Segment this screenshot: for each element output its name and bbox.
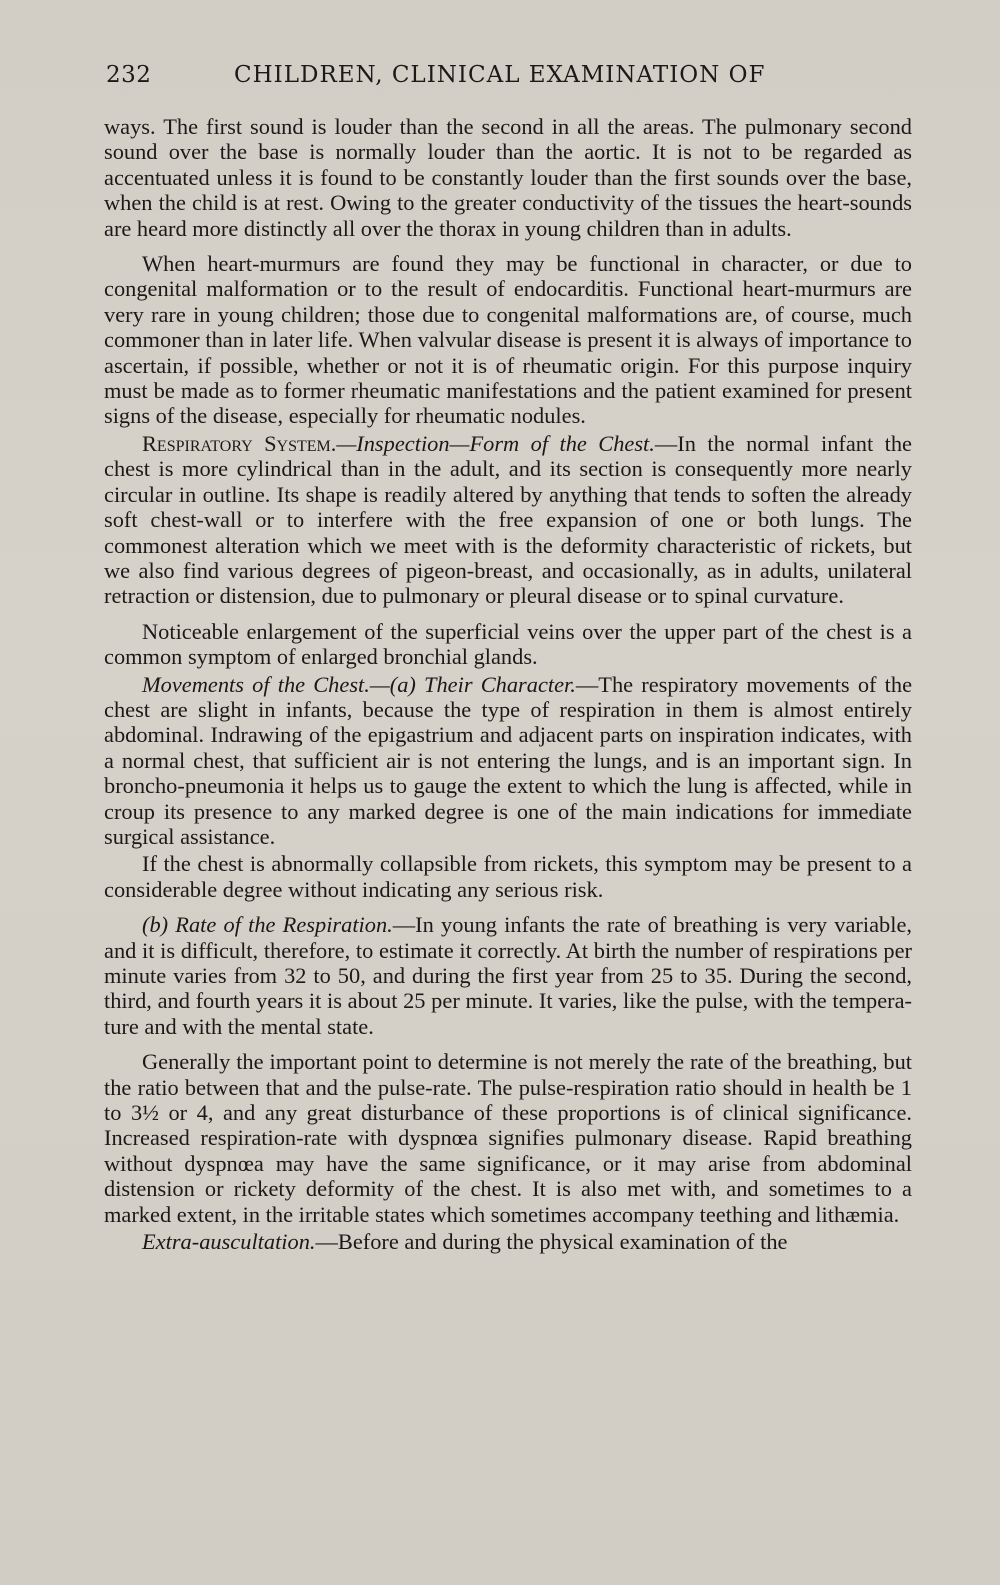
paragraph-extra-auscultation: [104, 1229, 912, 1254]
paragraph-text: —The respiratory movements of the chest are slight in infants, because the type of respiration in them is almost entirely abdominal. Indrawing of the epigastrium and adjacent parts on inspiration indicates, with a normal chest, that sufficient air is not entering the lungs, and is an important sign. In broncho-pneumonia it helps us to gauge the extent to which the lung is affected, while in croup its presence to any marked degree is one of the main indications for immediate surgical assistance.: [104, 671, 913, 849]
paragraph-text: Generally the important point to determine is not merely the rate of the breathing, but the ratio between that and the pulse-rate. The pulse-respiration ratio should in health be 1 to 3½ or 4, and any great disturbance of these proportions is of clinical significance. Increased respiration-rate with dyspnœa signifies pulmonary disease. Rapid breathing without dyspnœa may have the same significance, or it may arise from abdominal distension or rickety deformity of the chest. It is also met with, and sometimes to a marked extent, in the irritable states which sometimes accompany teething and lithæmia.: [104, 1049, 912, 1227]
page-header: [106, 62, 906, 98]
subsection-heading: Movements of the Chest.—(a) Their Character.: [142, 671, 576, 697]
paragraph-text: —In young infants the rate of breathing is very variable, and it is difficult, therefore, to estimate it correctly. At birth the number of respirations per minute varies from 32 to 50, and during the first year from 25 to 35. During the second, third, and fourth years it is about 25 per minute. It varies, like the pulse, with the temperature and with the mental state.: [104, 912, 912, 1039]
paragraph-text: Noticeable enlargement of the superficial veins over the upper part of the chest is a common symptom of enlarged bronchial glands.: [104, 618, 912, 670]
paragraph-pulse-respiration-ratio: [104, 1049, 912, 1227]
paragraph-text: If the chest is abnormally collapsible from rickets, this symptom may be present to a considerable degree without indicating any serious risk.: [104, 851, 912, 902]
subsection-heading: Extra-auscultation.: [142, 1229, 316, 1255]
subsection-heading: (b) Rate of the Respiration.: [142, 912, 393, 938]
page-number: 232: [106, 62, 152, 88]
paragraph-respiratory-system: [104, 431, 912, 609]
paragraph-heart-murmurs: [104, 251, 912, 429]
paragraph-text: ways. The first sound is louder than the second in all the areas. The pulmonary second sound over the base is normally louder than the aortic. It is not to be regarded as accentuated unless it is found to be constantly louder than the first sounds over the base, when the child is at rest. Owing to the greater conductivity of the tissues the heart-sounds are heard more distinctly all over the thorax in young children than in adults.: [104, 114, 912, 241]
paragraph-text: —In the normal infant the chest is more cylindrical than in the adult, and its section is consequently more nearly circular in outline. Its shape is readily altered by anything that tends to soften the already soft chest-wall or to interfere with the free expansion of one or both lungs. The commonest alteration which we meet with is the deformity characteristic of rickets, but we also find various degrees of pigeon-breast, and occasionally, as in adults, unilateral retraction or distension, due to pulmonary or pleural disease or to spinal curvature.: [104, 430, 912, 609]
paragraph-heart-sounds: [104, 114, 912, 241]
running-head: CHILDREN, CLINICAL EXAMINATION OF: [234, 62, 766, 88]
paragraph-text: When heart-murmurs are found they may be functional in character, or due to congenital malformation or to the result of endocarditis. Functional heart-murmurs are very rare in young children; those due to congenital malformations are, of course, much commoner than in later life. When valvular disease is present it is always of importance to ascertain, if possible, whether or not it is of rheumatic origin. For this purpose inquiry must be made as to former rheumatic manifestations and the patient examined for present signs of the disease, especially for rheumatic nodules.: [104, 251, 912, 429]
paragraph-collapsible-chest: [104, 851, 912, 902]
paragraph-text: —Before and during the physical examination of the: [315, 1229, 788, 1255]
subsection-heading: —Inspection—Form of the Chest.: [336, 430, 655, 456]
paragraph-chest-movements: [104, 672, 912, 850]
paragraph-respiration-rate: [104, 912, 912, 1039]
section-heading: Respiratory System.: [142, 430, 337, 456]
body-text: [104, 114, 912, 1256]
paragraph-superficial-veins: [104, 619, 912, 670]
